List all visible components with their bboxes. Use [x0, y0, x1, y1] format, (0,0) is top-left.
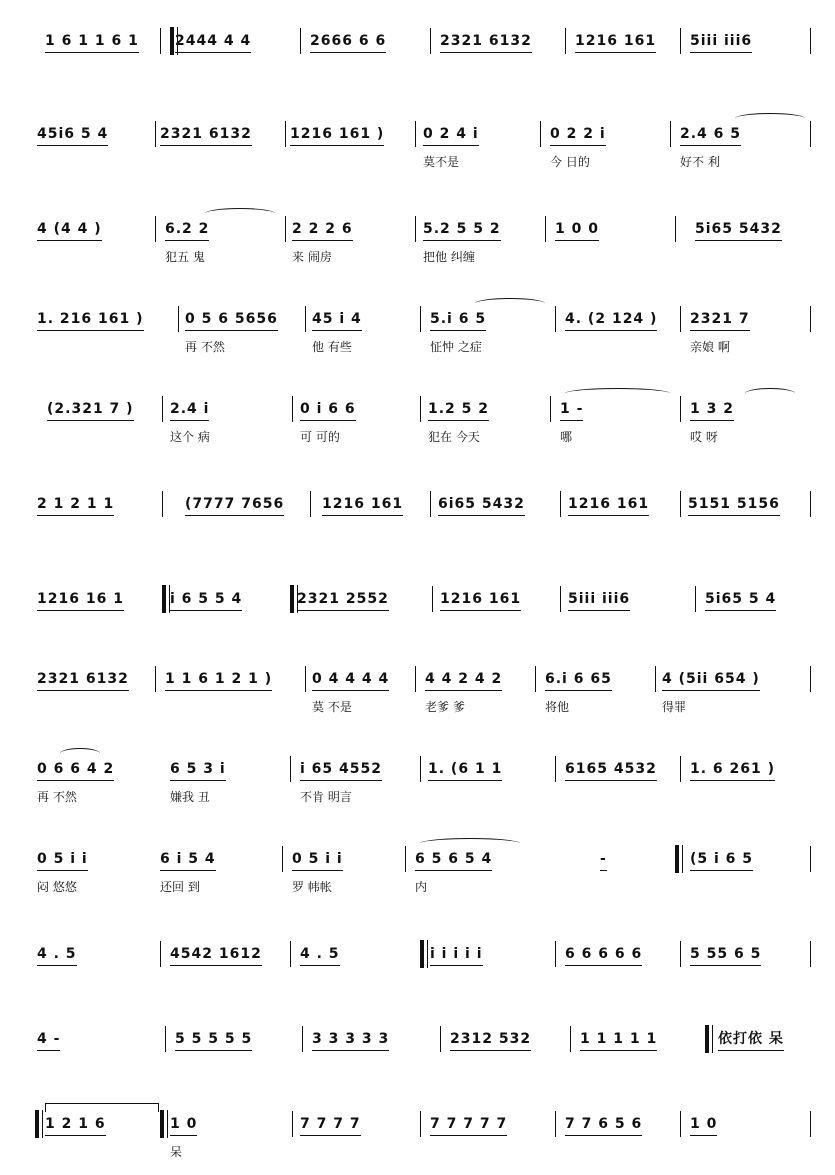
bar-line	[810, 846, 811, 872]
score-line	[0, 1030, 835, 1090]
bar-line	[285, 216, 286, 242]
measure-lyrics: 好不 利	[680, 155, 720, 169]
bar-line	[810, 121, 811, 147]
measure-notes: 5iii iii6	[568, 590, 630, 611]
bar-line	[420, 396, 421, 422]
measure-notes: 4. (2 124 )	[565, 310, 657, 331]
bar-line	[415, 121, 416, 147]
measure-notes: 45 i 4	[312, 310, 362, 331]
measure-lyrics: 哎 呀	[690, 430, 718, 444]
measure-notes: 1. 6 261 )	[690, 760, 775, 781]
repeat-sign	[35, 1110, 39, 1138]
slur-mark	[475, 298, 545, 309]
bar-line	[292, 396, 293, 422]
measure-notes: 0 2 2 i	[550, 125, 606, 146]
bar-line	[420, 1111, 421, 1137]
measure-lyrics: 可 可的	[300, 430, 340, 444]
measure-lyrics: 怔忡 之症	[430, 340, 482, 354]
measure-lyrics: 闷 悠悠	[37, 880, 77, 894]
bar-line	[555, 756, 556, 782]
bar-line	[302, 1026, 303, 1052]
measure-lyrics: 还回 到	[160, 880, 200, 894]
bar-line	[415, 666, 416, 692]
measure-notes: 6 i 5 4	[160, 850, 216, 871]
measure-notes: 1 -	[560, 400, 583, 421]
score-line	[0, 670, 835, 730]
score-line	[0, 590, 835, 650]
measure-notes: 5 55 6 5	[690, 945, 761, 966]
score-line	[0, 220, 835, 280]
measure-notes: 6 6 6 6 6	[565, 945, 642, 966]
bar-line	[545, 216, 546, 242]
measure-lyrics: 犯五 鬼	[165, 250, 205, 264]
measure-notes: 1.2 5 2	[428, 400, 489, 421]
measure-lyrics: 嫌我 丑	[170, 790, 210, 804]
measure-notes: (2.321 7 )	[47, 400, 134, 421]
measure-notes: 6 5 3 i	[170, 760, 226, 781]
bar-line	[810, 306, 811, 332]
measure-lyrics: 得罪	[662, 700, 687, 714]
measure-notes: 5 5 5 5 5	[175, 1030, 252, 1051]
measure-notes: 0 5 i i	[292, 850, 343, 871]
measure-notes: 7 7 7 7	[300, 1115, 361, 1136]
bar-line	[560, 491, 561, 517]
measure-notes: 2321 6132	[160, 125, 252, 146]
measure-notes: 0 5 i i	[37, 850, 88, 871]
measure-lyrics: 莫不是	[423, 155, 460, 169]
measure-notes: 5i65 5 4	[705, 590, 776, 611]
bar-line	[680, 756, 681, 782]
bar-line	[305, 666, 306, 692]
bar-line	[535, 666, 536, 692]
bar-line	[155, 666, 156, 692]
bar-line	[680, 491, 681, 517]
measure-notes: 6165 4532	[565, 760, 657, 781]
bar-line	[570, 1026, 571, 1052]
measure-lyrics: 不肯 明言	[300, 790, 352, 804]
measure-notes: i i i i i	[430, 945, 483, 966]
measure-lyrics: 再 不然	[37, 790, 77, 804]
measure-notes: 2321 6132	[37, 670, 129, 691]
bar-line	[680, 1111, 681, 1137]
score-line	[0, 310, 835, 370]
measure-notes: 4542 1612	[170, 945, 262, 966]
measure-notes: 5i65 5432	[695, 220, 782, 241]
slur-mark	[420, 838, 520, 849]
slur-mark	[735, 113, 805, 124]
measure-notes: 6 5 6 5 4	[415, 850, 492, 871]
bar-line	[155, 216, 156, 242]
bar-line	[680, 28, 681, 54]
bar-line	[655, 666, 656, 692]
bar-line	[680, 941, 681, 967]
measure-notes: (7777 7656	[185, 495, 284, 516]
measure-lyrics: 哪	[560, 430, 573, 444]
measure-notes: 1. (6 1 1	[428, 760, 502, 781]
slur-mark	[745, 388, 795, 399]
bar-line	[178, 306, 179, 332]
bar-line	[555, 1111, 556, 1137]
measure-notes: 2 1 2 1 1	[37, 495, 114, 516]
measure-notes: 1 3 2	[690, 400, 734, 421]
repeat-bracket	[45, 1103, 159, 1112]
measure-notes: i 65 4552	[300, 760, 382, 781]
measure-notes: 2.4 6 5	[680, 125, 741, 146]
bar-line	[810, 28, 811, 54]
bar-line	[555, 306, 556, 332]
repeat-sign	[675, 845, 679, 873]
bar-line	[670, 121, 671, 147]
bar-line	[285, 121, 286, 147]
score-line	[0, 32, 835, 92]
repeat-sign	[420, 940, 424, 968]
bar-line	[675, 216, 676, 242]
score-line	[0, 760, 835, 820]
bar-line	[420, 756, 421, 782]
bar-line	[560, 586, 561, 612]
measure-lyrics: 他 有些	[312, 340, 352, 354]
slur-mark	[205, 208, 275, 219]
measure-lyrics: 将他	[545, 700, 570, 714]
measure-notes: 1 2 1 6	[45, 1115, 106, 1136]
measure-lyrics: 亲娘 啊	[690, 340, 730, 354]
measure-notes: 6.2 2	[165, 220, 209, 241]
measure-notes: 1216 161	[575, 32, 656, 53]
bar-line	[810, 941, 811, 967]
measure-lyrics: 莫 不是	[312, 700, 352, 714]
bar-line	[160, 28, 161, 54]
measure-notes: 1216 161	[322, 495, 403, 516]
measure-notes: 1 0	[170, 1115, 197, 1136]
measure-notes: 4 4 2 4 2	[425, 670, 502, 691]
bar-line	[300, 28, 301, 54]
measure-notes: 1216 161 )	[290, 125, 384, 146]
measure-notes: 4 . 5	[300, 945, 340, 966]
measure-notes: 2312 532	[450, 1030, 531, 1051]
repeat-sign	[162, 585, 166, 613]
repeat-sign	[160, 1110, 164, 1138]
measure-notes: 0 5 6 5656	[185, 310, 278, 331]
measure-notes: 4 . 5	[37, 945, 77, 966]
measure-notes: -	[600, 850, 607, 871]
bar-line	[680, 396, 681, 422]
repeat-sign	[170, 27, 174, 55]
measure-notes: 1216 16 1	[37, 590, 124, 611]
bar-line	[695, 586, 696, 612]
measure-notes: 5151 5156	[688, 495, 780, 516]
bar-line	[430, 491, 431, 517]
measure-lyrics: 再 不然	[185, 340, 225, 354]
bar-line	[290, 756, 291, 782]
slur-mark	[60, 748, 100, 759]
measure-notes: 5.i 6 5	[430, 310, 486, 331]
slur-mark	[565, 388, 670, 399]
score-line	[0, 850, 835, 910]
bar-line	[432, 586, 433, 612]
measure-notes: 1 0 0	[555, 220, 599, 241]
measure-lyrics: 把他 纠缠	[423, 250, 475, 264]
measure-notes: 5iii iii6	[690, 32, 752, 53]
measure-notes: 5.2 5 5 2	[423, 220, 501, 241]
measure-lyrics: 呆	[170, 1145, 183, 1159]
measure-notes: 6.i 6 65	[545, 670, 612, 691]
bar-line	[155, 121, 156, 147]
bar-line	[310, 491, 311, 517]
measure-notes: 3 3 3 3 3	[312, 1030, 389, 1051]
measure-notes: 2444 4 4	[175, 32, 251, 53]
bar-line	[162, 491, 163, 517]
measure-lyrics: 罗 帏帐	[292, 880, 332, 894]
measure-notes: 1 6 1 1 6 1	[45, 32, 139, 53]
bar-line	[290, 941, 291, 967]
measure-lyrics: 内	[415, 880, 428, 894]
bar-line	[162, 396, 163, 422]
measure-notes: 1 1 6 1 2 1 )	[165, 670, 272, 691]
bar-line	[810, 1111, 811, 1137]
measure-notes: 0 6 6 4 2	[37, 760, 114, 781]
measure-lyrics: 今 日的	[550, 155, 590, 169]
bar-line	[292, 1111, 293, 1137]
score-line	[0, 400, 835, 460]
measure-notes: 7 7 7 7 7	[430, 1115, 507, 1136]
measure-notes: 2.4 i	[170, 400, 209, 421]
measure-notes: 2 2 2 6	[292, 220, 353, 241]
repeat-sign	[290, 585, 294, 613]
bar-line	[555, 941, 556, 967]
measure-notes: 45i6 5 4	[37, 125, 108, 146]
measure-notes: 1. 216 161 )	[37, 310, 144, 331]
measure-notes: 1 0	[690, 1115, 717, 1136]
bar-line	[415, 216, 416, 242]
repeat-sign	[705, 1025, 709, 1053]
bar-line	[810, 491, 811, 517]
measure-notes: i 6 5 5 4	[170, 590, 242, 611]
measure-notes: 依打依 呆	[718, 1030, 784, 1051]
measure-notes: 4 (5ii 654 )	[662, 670, 760, 691]
measure-lyrics: 犯在 今天	[428, 430, 480, 444]
measure-lyrics: 来 闹房	[292, 250, 332, 264]
bar-line	[540, 121, 541, 147]
measure-lyrics: 这个 病	[170, 430, 210, 444]
measure-notes: 6i65 5432	[438, 495, 525, 516]
measure-notes: 2321 7	[690, 310, 750, 331]
bar-line	[810, 666, 811, 692]
score-line	[0, 1115, 835, 1175]
bar-line	[430, 28, 431, 54]
bar-line	[550, 396, 551, 422]
measure-notes: 2666 6 6	[310, 32, 386, 53]
bar-line	[305, 306, 306, 332]
measure-notes: 7 7 6 5 6	[565, 1115, 642, 1136]
bar-line	[282, 846, 283, 872]
measure-lyrics: 老爹 爹	[425, 700, 465, 714]
measure-notes: 4 -	[37, 1030, 60, 1051]
bar-line	[405, 846, 406, 872]
measure-notes: 2321 2552	[297, 590, 389, 611]
measure-notes: 1216 161	[440, 590, 521, 611]
measure-notes: 0 2 4 i	[423, 125, 479, 146]
bar-line	[440, 1026, 441, 1052]
bar-line	[165, 1026, 166, 1052]
measure-notes: 0 4 4 4 4	[312, 670, 389, 691]
bar-line	[420, 306, 421, 332]
score-line	[0, 125, 835, 185]
bar-line	[160, 941, 161, 967]
measure-notes: 4 (4 4 )	[37, 220, 102, 241]
measure-notes: 0 i 6 6	[300, 400, 356, 421]
measure-notes: 2321 6132	[440, 32, 532, 53]
measure-notes: 1216 161	[568, 495, 649, 516]
score-line	[0, 945, 835, 1005]
bar-line	[565, 28, 566, 54]
measure-notes: 1 1 1 1 1	[580, 1030, 657, 1051]
measure-notes: (5 i 6 5	[690, 850, 753, 871]
score-line	[0, 495, 835, 555]
bar-line	[680, 306, 681, 332]
